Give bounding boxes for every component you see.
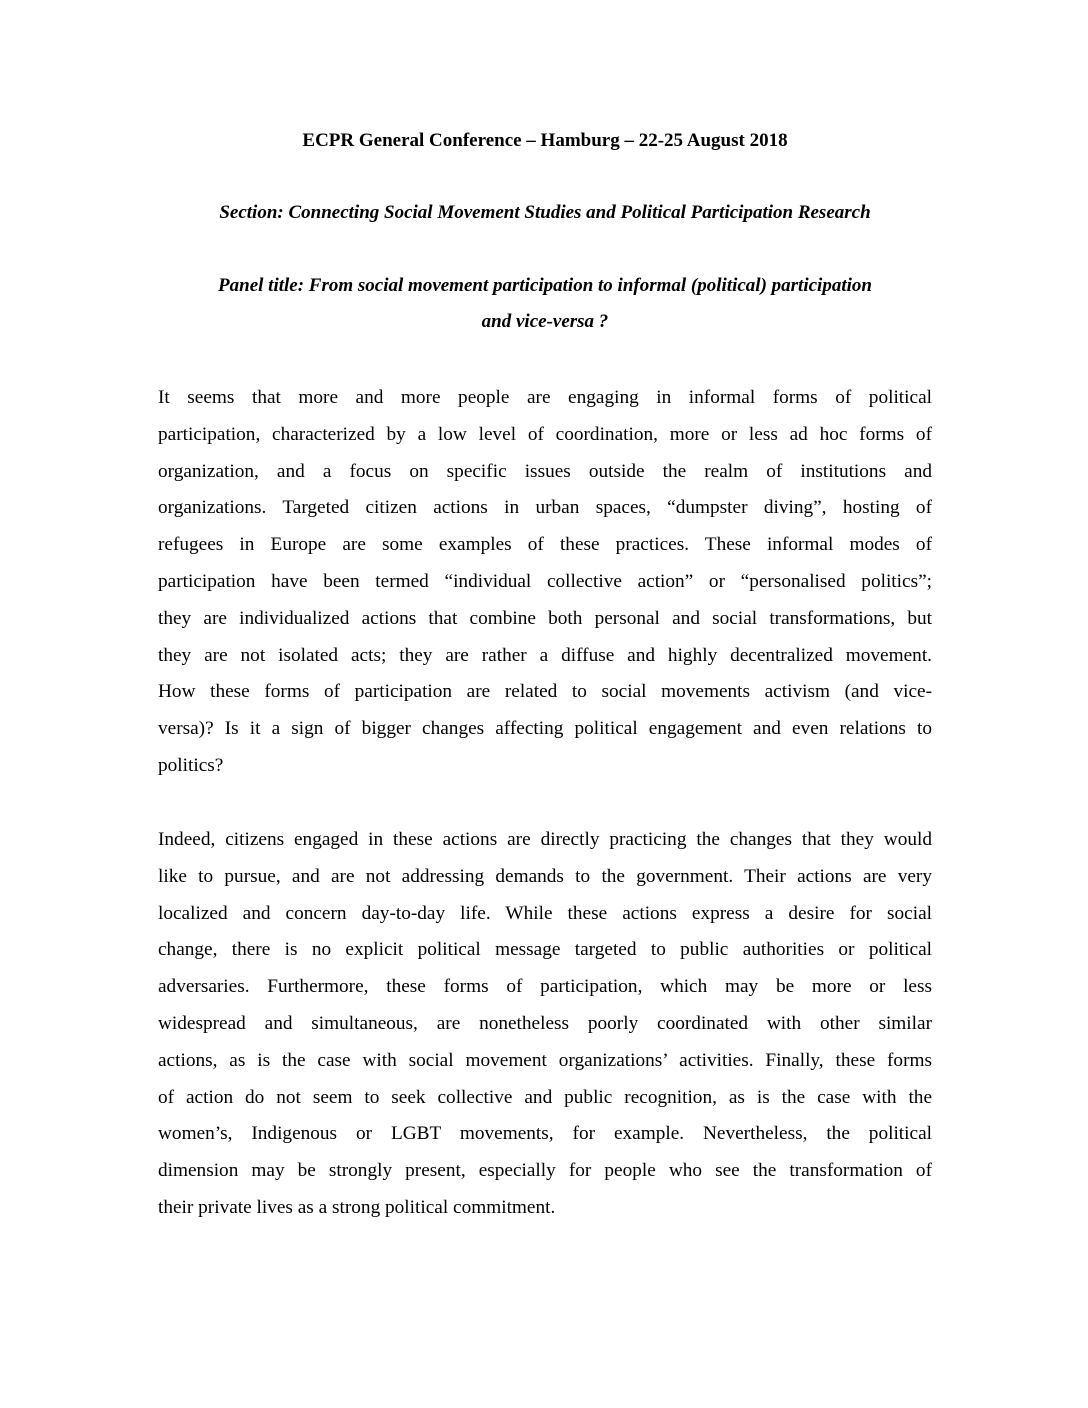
panel-title: [158, 268, 932, 340]
paragraph-line: localized and concern day-to-day life. While these actions express a desire for social: [158, 902, 932, 924]
paragraph-line: they are individualized actions that combine both personal and social transformations, but: [158, 607, 932, 629]
paragraph-line: refugees in Europe are some examples of these practices. These informal modes of: [158, 534, 932, 556]
paragraph-line: actions, as is the case with social movement organizations’ activities. Finally, these forms: [158, 1049, 932, 1071]
paragraph-line: of action do not seem to seek collective and public recognition, as is the case with the: [158, 1086, 932, 1108]
paragraph-line: widespread and simultaneous, are nonetheless poorly coordinated with other similar: [158, 1012, 932, 1034]
paragraph-line: dimension may be strongly present, especially for people who see the transformation of: [158, 1160, 932, 1182]
paragraph-line: adversaries. Furthermore, these forms of participation, which may be more or less: [158, 976, 932, 998]
paragraph-1: [158, 380, 932, 785]
paragraph-line: participation have been termed “individual collective action” or “personalised politics”;: [158, 570, 932, 592]
conference-title: ECPR General Conference – Hamburg – 22-25 August 2018: [302, 130, 788, 151]
paragraph-2: [158, 822, 932, 1227]
section-title: Section: Connecting Social Movement Studies and Political Participation Research: [219, 202, 871, 223]
paragraph-line: It seems that more and more people are engaging in informal forms of political: [158, 387, 932, 408]
paragraph-line: like to pursue, and are not addressing demands to the government. Their actions are very: [158, 865, 932, 887]
paragraph-line: women’s, Indigenous or LGBT movements, for example. Nevertheless, the political: [158, 1123, 932, 1145]
paragraph-line: participation, characterized by a low level of coordination, more or less ad hoc forms of: [158, 423, 932, 445]
paragraph-line: Indeed, citizens engaged in these actions are directly practicing the changes that they would: [158, 829, 932, 850]
panel-title-line: and vice-versa ?: [481, 311, 609, 332]
paragraph-line: their private lives as a strong political commitment.: [158, 1196, 556, 1218]
paragraph-line: How these forms of participation are related to social movements activism (and vice-: [158, 681, 932, 703]
paragraph-line: organization, and a focus on specific issues outside the realm of institutions and: [158, 460, 932, 482]
panel-title-line: Panel title: From social movement participation to informal (political) participation: [218, 275, 872, 296]
paragraph-line: change, there is no explicit political message targeted to public authorities or political: [158, 939, 932, 961]
paragraph-line: versa)? Is it a sign of bigger changes affecting political engagement and even relations to: [158, 718, 932, 740]
paragraph-line: they are not isolated acts; they are rather a diffuse and highly decentralized movement.: [158, 644, 932, 666]
paragraph-line: organizations. Targeted citizen actions in urban spaces, “dumpster diving”, hosting of: [158, 497, 932, 519]
paragraph-line: politics?: [158, 754, 224, 776]
